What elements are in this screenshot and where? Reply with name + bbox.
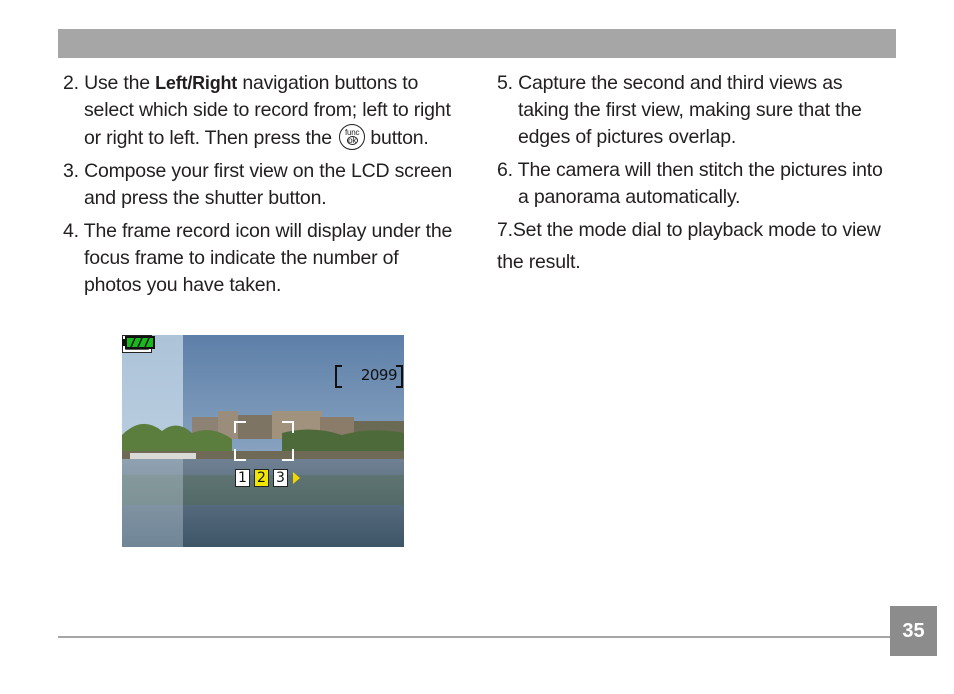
- footer-rule: [58, 636, 893, 638]
- battery-icon: [122, 335, 156, 350]
- step-6: [497, 157, 897, 211]
- step-4: [63, 218, 458, 299]
- frame-3-indicator: 3: [273, 469, 288, 487]
- step-text-end: button.: [365, 127, 429, 149]
- step-5: [497, 70, 897, 151]
- shots-remaining-value: 2099: [360, 366, 397, 384]
- step-text: Capture the second and third views as taking the first view, making sure that the edges of pictures overlap.: [518, 72, 862, 148]
- direction-arrow-icon: [293, 472, 300, 484]
- focus-frame: [234, 421, 294, 461]
- camera-lcd-screenshot: [122, 335, 404, 547]
- step-2: [63, 70, 458, 152]
- step-text: The frame record icon will display under the focus frame to indicate the number of photos you have taken.: [83, 220, 453, 296]
- step-number: 7.: [497, 219, 513, 241]
- step-number: 5.: [497, 72, 513, 94]
- step-number: 6.: [497, 159, 513, 181]
- page-number: 35: [890, 606, 937, 656]
- instructions-right-column: [497, 70, 897, 282]
- step-text: Compose your first view on the LCD screen and press the shutter button.: [84, 160, 452, 209]
- step-7: [497, 217, 897, 276]
- step-3: [63, 158, 458, 212]
- func-ok-button-icon: [339, 124, 365, 150]
- step-text: The camera will then stitch the pictures into a panorama automatically.: [517, 159, 883, 208]
- step-number: 3.: [63, 160, 79, 182]
- func-label: func: [345, 128, 360, 137]
- left-right-keyword: Left/Right: [155, 73, 238, 93]
- step-text-continued: navigation buttons to select which side to record from; left to right or right to left. Then press the: [84, 72, 451, 149]
- header-bar: [58, 29, 896, 58]
- ok-label: ok: [348, 136, 357, 145]
- frame-2-indicator: 2: [254, 469, 269, 487]
- step-number: 2.: [63, 72, 79, 94]
- step-text: Use the: [84, 72, 156, 94]
- step-text-continued: the result.: [497, 251, 581, 273]
- shots-remaining-counter: [333, 365, 403, 387]
- frame-1-indicator: 1: [235, 469, 250, 487]
- instructions-left-column: [63, 70, 458, 305]
- step-number: 4.: [63, 220, 79, 242]
- step-text: Set the mode dial to playback mode to view: [512, 219, 881, 241]
